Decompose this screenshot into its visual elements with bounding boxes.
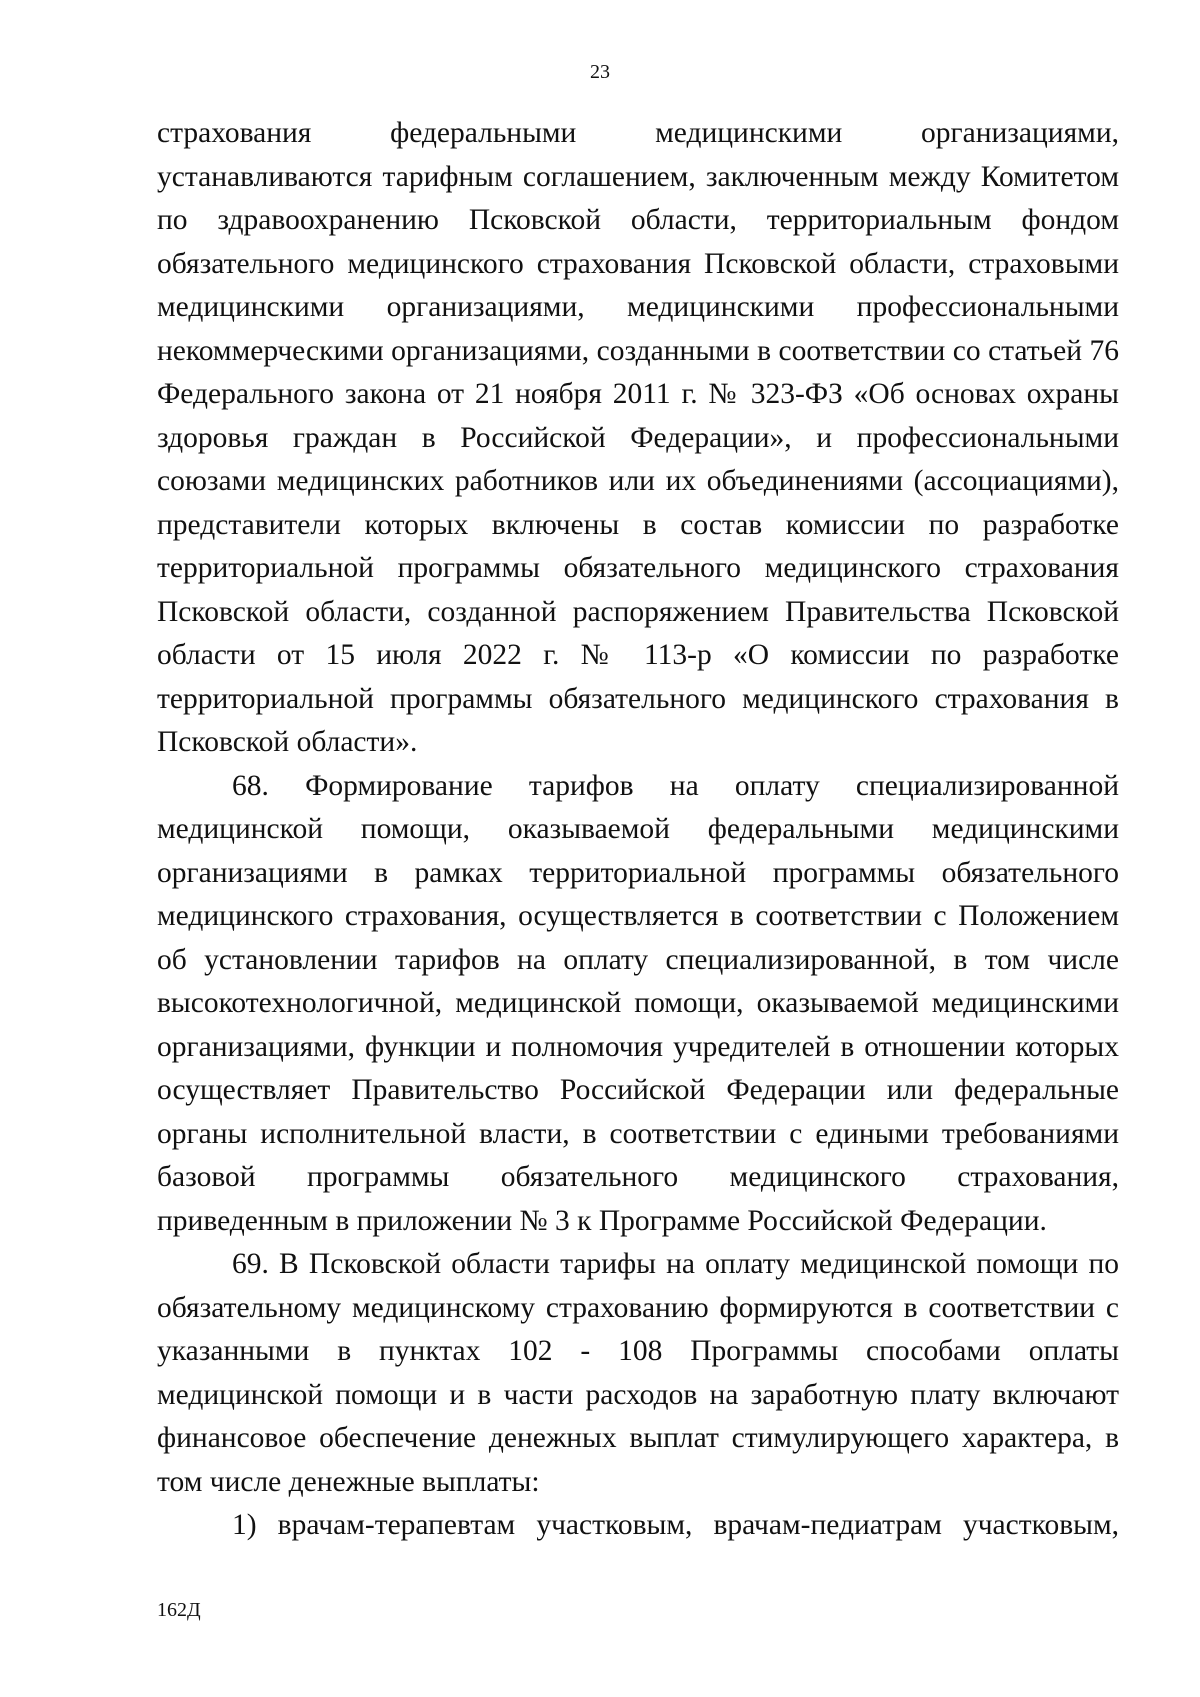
paragraph-list-item-1: 1) врачам-терапевтам участковым, врачам-педиатрам участковым, bbox=[232, 1509, 1119, 1541]
paragraph-continuation: страхования федеральными медицинскими организациями, устанавливаются тарифным соглашением, заключенным между Комитетом по здравоохранению Псковской области, территориальным фондом обязательного медицинского страхования Псковской области, страховыми медицинскими организациями, медицинскими профессиональными некоммерческими организациями, созданными в соответствии со статьей 76 Федерального закона от 21 ноября 2011 г. № 323-ФЗ «Об основах охраны здоровья граждан в Российской Федерации», и профессиональными союзами медицинских работников или их объединениями (ассоциациями), представители которых включены в состав комиссии по разработке территориальной программы обязательного медицинского страхования Псковской области, созданной распоряжением Правительства Псковской области от 15 июля 2022 г. № 113-р «О комиссии по разработке территориальной программы обязательного медицинского страхования в Псковской области». bbox=[157, 117, 1119, 758]
document-code: 162Д bbox=[157, 1599, 201, 1621]
document-body bbox=[157, 112, 1119, 1548]
paragraph-68: 68. Формирование тарифов на оплату специализированной медицинской помощи, оказываемой федеральными медицинскими организациями в рамках территориальной программы обязательного медицинского страхования, осуществляется в соответствии с Положением об установлении тарифов на оплату специализированной, в том числе высокотехнологичной, медицинской помощи, оказываемой медицинскими организациями, функции и полномочия учредителей в отношении которых осуществляет Правительство Российской Федерации или федеральные органы исполнительной власти, в соответствии с едиными требованиями базовой программы обязательного медицинского страхования, приведенным в приложении № 3 к Программе Российской Федерации. bbox=[157, 769, 1119, 1237]
page-number: 23 bbox=[590, 61, 610, 83]
paragraph-69: 69. В Псковской области тарифы на оплату медицинской помощи по обязательному медицинскому страхованию формируются в соответствии с указанными в пунктах 102 - 108 Программы способами оплаты медицинской помощи и в части расходов на заработную плату включают финансовое обеспечение денежных выплат стимулирующего характера, в том числе денежные выплаты: bbox=[157, 1248, 1119, 1498]
